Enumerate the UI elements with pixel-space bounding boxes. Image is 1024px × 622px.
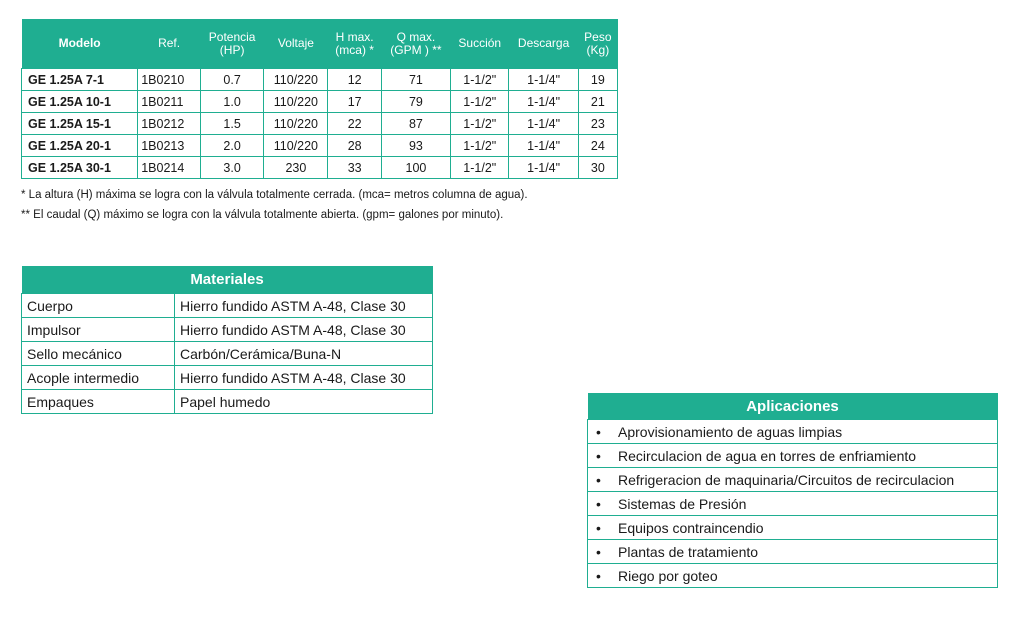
bullet-icon: • [596,567,601,584]
material-part: Impulsor [22,318,175,342]
application-text: Sistemas de Presión [618,495,747,512]
cell-potencia: 2.0 [200,135,263,157]
list-item [588,468,998,492]
cell-succion: 1-1/2" [451,69,509,91]
application-text: Equipos contraincendio [618,519,764,536]
cell-voltaje: 110/220 [264,91,328,113]
materials-title: Materiales [22,266,433,294]
specs-table [21,19,618,179]
cell-hmax: 33 [328,157,381,179]
cell-modelo: GE 1.25A 7-1 [22,69,138,91]
cell-peso: 23 [578,113,617,135]
applications-title: Aplicaciones [588,393,998,420]
table-row [22,135,618,157]
list-item [588,492,998,516]
application-text: Recirculacion de agua en torres de enfriamiento [618,447,917,464]
table-row [22,294,433,318]
table-row [22,91,618,113]
cell-voltaje: 110/220 [264,69,328,91]
applications-table [587,393,998,588]
cell-voltaje: 230 [264,157,328,179]
cell-ref: 1B0210 [138,69,201,91]
header-descarga: Descarga [509,19,578,69]
material-value: Carbón/Cerámica/Buna-N [175,342,433,366]
cell-hmax: 28 [328,135,381,157]
cell-modelo: GE 1.25A 15-1 [22,113,138,135]
cell-descarga: 1-1/4" [509,113,578,135]
cell-qmax: 100 [381,157,450,179]
bullet-icon: • [596,447,601,464]
list-item [588,564,998,588]
material-part: Empaques [22,390,175,414]
header-hmax: H max. (mca) * [328,19,381,69]
cell-voltaje: 110/220 [264,113,328,135]
bullet-icon: • [596,423,601,440]
header-peso: Peso (Kg) [578,19,617,69]
header-voltaje: Voltaje [264,19,328,69]
cell-modelo: GE 1.25A 10-1 [22,91,138,113]
footnote-h: * La altura (H) máxima se logra con la válvula totalmente cerrada. (mca= metros columna de agua). [21,189,528,201]
list-item [588,516,998,540]
cell-qmax: 87 [381,113,450,135]
header-qmax: Q max. (GPM ) ** [381,19,450,69]
cell-ref: 1B0214 [138,157,201,179]
application-text: Plantas de tratamiento [618,543,759,560]
cell-modelo: GE 1.25A 30-1 [22,157,138,179]
cell-peso: 21 [578,91,617,113]
cell-hmax: 17 [328,91,381,113]
material-value: Papel humedo [175,390,433,414]
material-part: Acople intermedio [22,366,175,390]
header-potencia: Potencia (HP) [200,19,263,69]
cell-descarga: 1-1/4" [509,135,578,157]
material-part: Cuerpo [22,294,175,318]
cell-qmax: 93 [381,135,450,157]
bullet-icon: • [596,543,601,560]
material-part: Sello mecánico [22,342,175,366]
cell-potencia: 3.0 [200,157,263,179]
cell-modelo: GE 1.25A 20-1 [22,135,138,157]
cell-potencia: 0.7 [200,69,263,91]
table-row [22,69,618,91]
table-row [22,390,433,414]
material-value: Hierro fundido ASTM A-48, Clase 30 [175,294,433,318]
cell-qmax: 71 [381,69,450,91]
cell-peso: 24 [578,135,617,157]
application-text: Riego por goteo [618,567,718,584]
bullet-icon: • [596,495,601,512]
cell-ref: 1B0211 [138,91,201,113]
footnote-q: ** El caudal (Q) máximo se logra con la válvula totalmente abierta. (gpm= galones por minuto). [21,209,504,221]
cell-peso: 30 [578,157,617,179]
cell-ref: 1B0213 [138,135,201,157]
cell-potencia: 1.5 [200,113,263,135]
cell-succion: 1-1/2" [451,135,509,157]
header-succion: Succión [451,19,509,69]
material-value: Hierro fundido ASTM A-48, Clase 30 [175,366,433,390]
cell-peso: 19 [578,69,617,91]
cell-voltaje: 110/220 [264,135,328,157]
table-row [22,113,618,135]
cell-hmax: 12 [328,69,381,91]
cell-hmax: 22 [328,113,381,135]
material-value: Hierro fundido ASTM A-48, Clase 30 [175,318,433,342]
header-modelo: Modelo [22,19,138,69]
cell-descarga: 1-1/4" [509,69,578,91]
list-item [588,540,998,564]
cell-qmax: 79 [381,91,450,113]
list-item [588,420,998,444]
list-item [588,444,998,468]
application-text: Refrigeracion de maquinaria/Circuitos de recirculacion [618,471,955,488]
cell-succion: 1-1/2" [451,157,509,179]
cell-ref: 1B0212 [138,113,201,135]
header-ref: Ref. [138,19,201,69]
cell-descarga: 1-1/4" [509,157,578,179]
cell-succion: 1-1/2" [451,113,509,135]
table-row [22,318,433,342]
bullet-icon: • [596,471,601,488]
table-row [22,157,618,179]
cell-potencia: 1.0 [200,91,263,113]
specs-header-row [22,19,618,69]
bullet-icon: • [596,519,601,536]
table-row [22,366,433,390]
footnotes [21,185,528,225]
table-row [22,342,433,366]
cell-succion: 1-1/2" [451,91,509,113]
cell-descarga: 1-1/4" [509,91,578,113]
application-text: Aprovisionamiento de aguas limpias [618,423,843,440]
materials-table [21,266,433,414]
